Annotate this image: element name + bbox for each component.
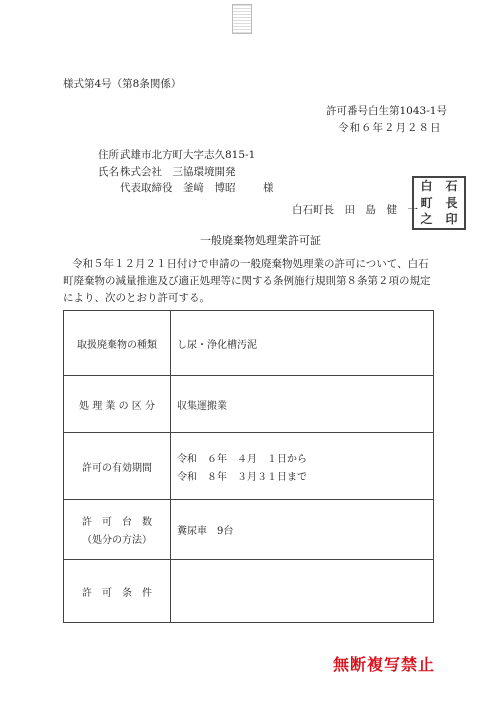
row-label	[64, 500, 171, 560]
row-label-sub: （処分の方法）	[82, 535, 152, 546]
seal-char: 之	[420, 212, 433, 227]
table-row	[64, 376, 434, 433]
table-row	[64, 311, 434, 376]
issue-date: 令和６年２月２８日	[338, 122, 442, 134]
row-label: 処 理 業 の 区 分	[64, 376, 171, 433]
representative: 代表取締役 釜﨑 博昭	[120, 182, 236, 194]
body-line-3: により、次のとおり許可する。	[63, 292, 210, 304]
seal-char: 町	[420, 195, 433, 210]
table-row	[64, 560, 434, 623]
company-name: 株式会社 三協環境開発	[120, 166, 236, 178]
top-stamp-mark	[232, 4, 252, 34]
row-value	[171, 560, 434, 623]
row-label-main: 許 可 台 数	[82, 517, 152, 528]
seal-char: 長	[445, 195, 458, 210]
valid-until: 令和 ８年 ３月３１日まで	[177, 471, 307, 483]
honorific: 様	[263, 182, 274, 194]
address: 武雄市北方町大字志久815-1	[120, 149, 256, 161]
row-label: 許可の有効期間	[64, 433, 171, 500]
row-label: 許 可 条 件	[64, 560, 171, 623]
row-value: 糞尿車 9台	[171, 500, 434, 560]
document-title: 一般廃棄物処理業許可証	[200, 234, 321, 247]
table-row	[64, 433, 434, 500]
copy-prohibited-notice: 無断複写禁止	[333, 655, 436, 674]
row-value: し尿・浄化槽汚泥	[171, 311, 434, 376]
issuer: 白石町長 田 島 健 一	[292, 204, 418, 216]
seal-char: 石	[445, 179, 458, 193]
permit-table	[63, 310, 434, 623]
body-line-2: 町廃棄物の減量推進及び適正処理等に関する条例施行規則第８条第２項の規定	[63, 275, 431, 287]
row-value	[171, 433, 434, 500]
row-value: 収集運搬業	[171, 376, 434, 433]
address-label: 住所	[98, 149, 119, 161]
seal-char: 印	[445, 212, 458, 227]
table-row	[64, 500, 434, 560]
official-seal	[412, 176, 466, 230]
row-label: 取扱廃棄物の種類	[64, 311, 171, 376]
name-label: 氏名	[98, 166, 119, 178]
body-line-1: 令和５年１２月２１日付けで申請の一般廃棄物処理業の許可について、白石	[72, 258, 429, 270]
form-number: 様式第4号（第8条関係）	[63, 78, 182, 90]
permit-number: 許可番号白生第1043-1号	[326, 105, 447, 117]
valid-from: 令和 ６年 ４月 １日から	[177, 453, 307, 465]
seal-char: 白	[420, 179, 433, 193]
